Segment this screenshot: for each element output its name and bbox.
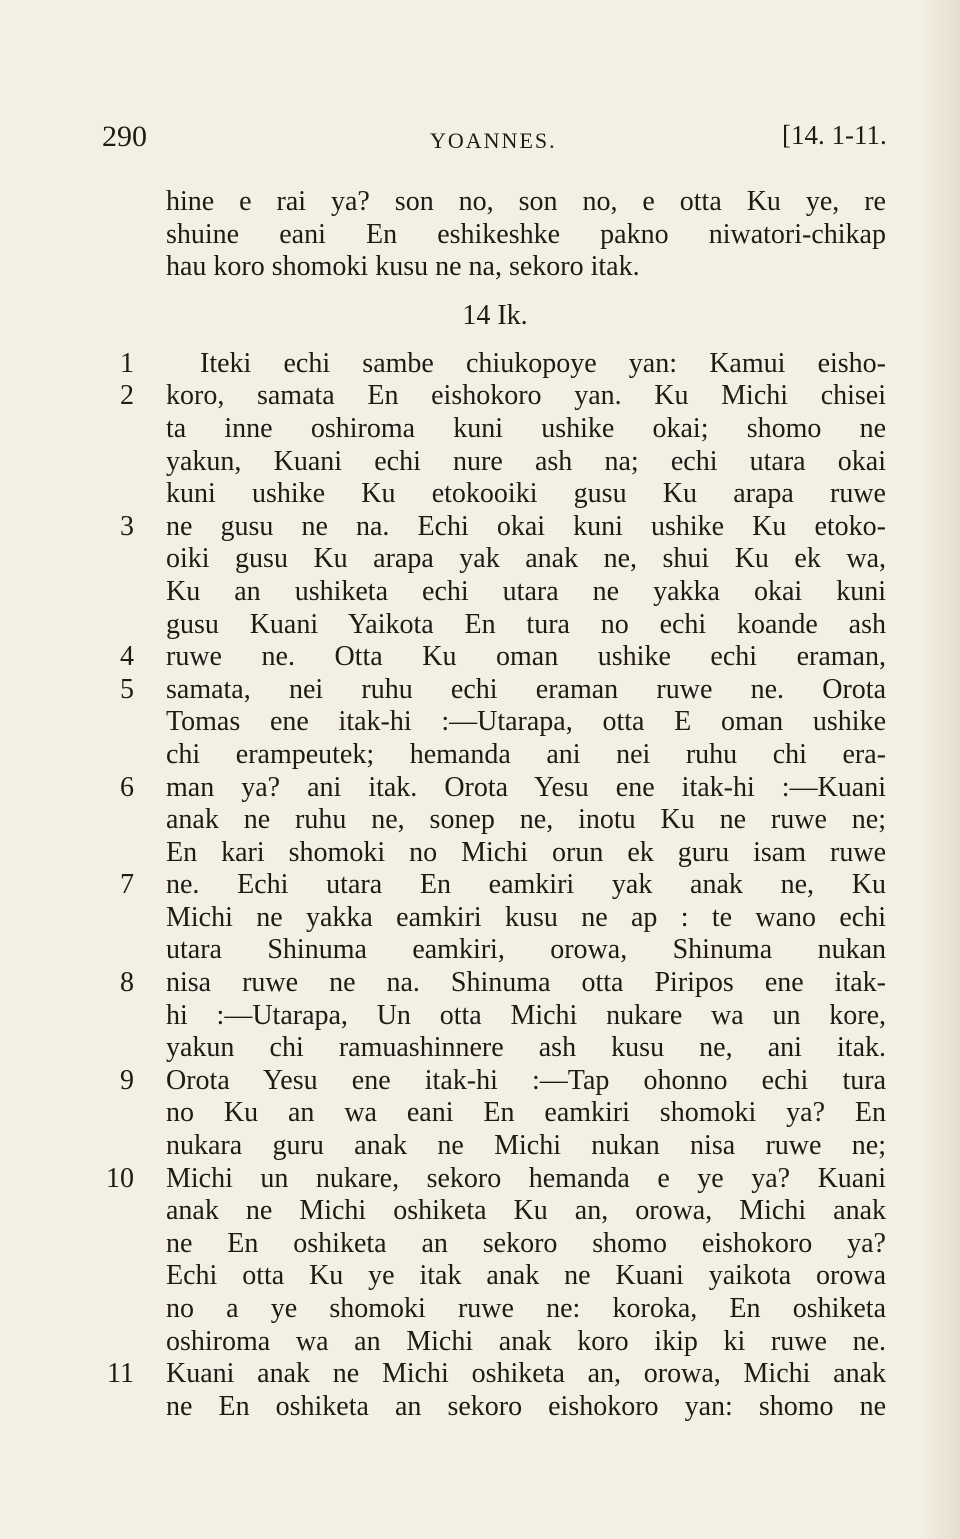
text-line <box>0 902 960 935</box>
text-line <box>0 1032 960 1065</box>
text-line <box>0 576 960 609</box>
continuation-line <box>0 219 960 252</box>
line-text: man ya? ani itak. Orota Yesu ene itak-hi :—Kuani <box>166 771 886 803</box>
verse-number: 1 <box>120 347 134 379</box>
chapter-reference: [14. 1-11. <box>782 120 887 150</box>
line-text: oshiroma wa an Michi anak koro ikip ki ruwe ne. <box>166 1325 886 1357</box>
verse-number: 5 <box>120 673 134 705</box>
line-text: hine e rai ya? son no, son no, e otta Ku ye, re <box>166 186 886 217</box>
verse-number: 4 <box>120 641 134 673</box>
line-text: ne gusu ne na. Echi okai kuni ushike Ku etoko- <box>166 510 886 542</box>
text-line <box>0 869 960 902</box>
line-text: hi :—Utarapa, Un otta Michi nukare wa un kore, <box>166 999 886 1031</box>
text-line <box>0 348 960 381</box>
line-text: no Ku an wa eani En eamkiri shomoki ya? En <box>166 1097 886 1129</box>
line-text: gusu Kuani Yaikota En tura no echi koande ash <box>166 608 886 640</box>
running-title: YOANNES. <box>430 128 557 153</box>
text-line <box>0 1000 960 1033</box>
line-text: no a ye shomoki ruwe ne: koroka, En oshiketa <box>166 1293 886 1324</box>
text-line <box>0 1195 960 1228</box>
text-line <box>0 446 960 479</box>
line-text: nisa ruwe ne na. Shinuma otta Piripos ene itak- <box>166 967 886 999</box>
line-text: shuine eani En eshikeshke pakno niwatori-chikap <box>166 218 886 250</box>
text-line <box>0 1293 960 1326</box>
verse-number: 10 <box>106 1162 134 1194</box>
page-header <box>0 118 960 158</box>
verse-number: 11 <box>107 1358 134 1390</box>
text-line <box>0 413 960 446</box>
text-line <box>0 1097 960 1130</box>
line-text: samata, nei ruhu echi eraman ruwe ne. Orota <box>166 673 886 705</box>
text-line <box>0 934 960 967</box>
text-line <box>0 967 960 1000</box>
text-line <box>0 609 960 642</box>
text-line <box>0 804 960 837</box>
text-line <box>0 1358 960 1391</box>
page-number: 290 <box>102 120 147 153</box>
verse-lines <box>0 348 960 1424</box>
verse-number: 8 <box>120 967 134 999</box>
text-line <box>0 543 960 576</box>
line-text: Ku an ushiketa echi utara ne yakka okai kuni <box>166 575 886 607</box>
line-text: Echi otta Ku ye itak anak ne Kuani yaikota orowa <box>166 1260 886 1292</box>
line-text: Kuani anak ne Michi oshiketa an, orowa, Michi anak <box>166 1358 886 1390</box>
verse-number: 7 <box>120 869 134 901</box>
line-text: hau koro shomoki kusu ne na, sekoro itak. <box>166 251 640 283</box>
line-text: yakun, Kuani echi nure ash na; echi utara okai <box>166 445 886 477</box>
text-line <box>0 1130 960 1163</box>
text-line <box>0 739 960 772</box>
line-text: koro, samata En eishokoro yan. Ku Michi chisei <box>166 380 886 412</box>
line-text: Iteki echi sambe chiukopoye yan: Kamui eisho- <box>200 347 886 379</box>
text-line <box>0 1391 960 1424</box>
verse-number: 6 <box>120 771 134 803</box>
line-text: utara Shinuma eamkiri, orowa, Shinuma nukan <box>166 934 886 966</box>
line-text: En kari shomoki no Michi orun ek guru isam ruwe <box>166 836 886 868</box>
line-text: kuni ushike Ku etokooiki gusu Ku arapa ruwe <box>166 478 886 510</box>
text-line <box>0 511 960 544</box>
text-line <box>0 772 960 805</box>
line-text: Michi ne yakka eamkiri kusu ne ap : te wano echi <box>166 901 886 933</box>
chapter-heading: 14 Ik. <box>462 299 528 331</box>
line-text: nukara guru anak ne Michi nukan nisa ruwe ne; <box>166 1130 886 1162</box>
text-line <box>0 1260 960 1293</box>
line-text: Tomas ene itak-hi :—Utarapa, otta E oman ushike <box>166 706 886 738</box>
text-line <box>0 641 960 674</box>
text-line <box>0 1228 960 1261</box>
line-text: Orota Yesu ene itak-hi :—Tap ohonno echi tura <box>166 1064 886 1096</box>
line-text: ne. Echi utara En eamkiri yak anak ne, Ku <box>166 869 886 901</box>
text-line <box>0 478 960 511</box>
line-text: anak ne Michi oshiketa Ku an, orowa, Michi anak <box>166 1195 886 1227</box>
text-line <box>0 1326 960 1359</box>
line-text: anak ne ruhu ne, sonep ne, inotu Ku ne ruwe ne; <box>166 804 886 836</box>
line-text: Michi un nukare, sekoro hemanda e ye ya? Kuani <box>166 1162 886 1194</box>
line-text: yakun chi ramuashinnere ash kusu ne, ani itak. <box>166 1032 886 1064</box>
verse-number: 3 <box>120 510 134 542</box>
continuation-line <box>0 186 960 219</box>
line-text: oiki gusu Ku arapa yak anak ne, shui Ku ek wa, <box>166 543 886 575</box>
text-line <box>0 1065 960 1098</box>
body-text <box>0 186 960 1423</box>
line-text: chi erampeutek; hemanda ani nei ruhu chi era- <box>166 738 886 770</box>
verse-number: 9 <box>120 1064 134 1096</box>
line-text: ruwe ne. Otta Ku oman ushike echi eraman, <box>166 641 886 673</box>
line-text: ne En oshiketa an sekoro eishokoro yan: shomo ne <box>166 1390 886 1422</box>
line-text: ne En oshiketa an sekoro shomo eishokoro ya? <box>166 1227 886 1259</box>
text-line <box>0 674 960 707</box>
verse-number: 2 <box>120 380 134 412</box>
text-line <box>0 1163 960 1196</box>
text-line <box>0 837 960 870</box>
text-line <box>0 706 960 739</box>
line-text: ta inne oshiroma kuni ushike okai; shomo ne <box>166 412 886 444</box>
continuation-line <box>0 251 960 284</box>
text-line <box>0 380 960 413</box>
